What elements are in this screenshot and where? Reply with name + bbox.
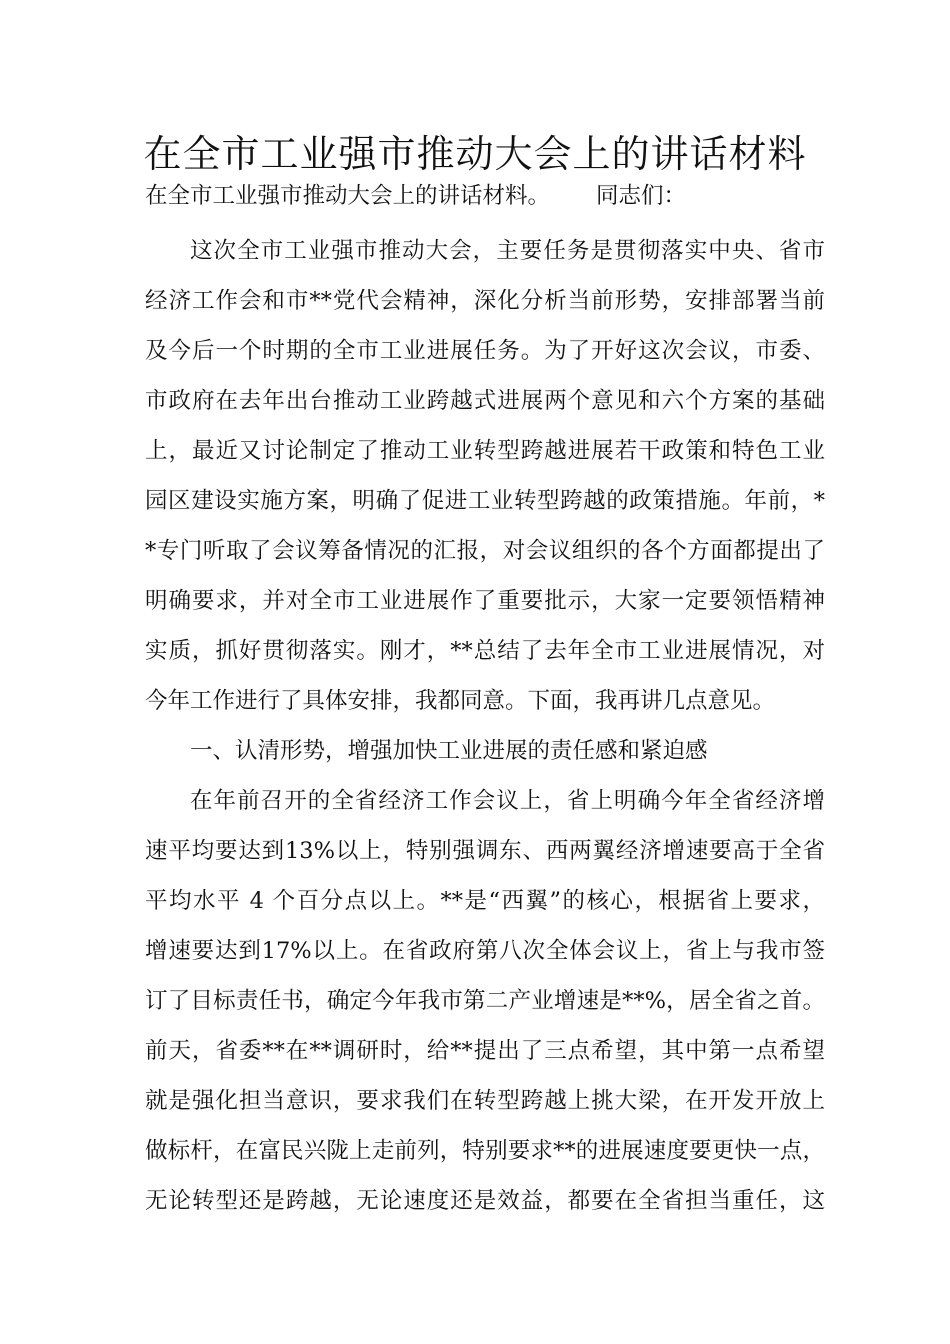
- intro-text: 在全市工业强市推动大会上的讲话材料。: [145, 183, 551, 209]
- paragraph-line: 今年工作进行了具体安排，我都同意。下面，我再讲几点意见。: [145, 688, 776, 714]
- paragraph-line: 及今后一个时期的全市工业进展任务。为了开好这次会议，市委、: [145, 338, 825, 364]
- paragraph-line: 增速要达到17%以上。在省政府第八次全体会议上，省上与我市签: [145, 938, 825, 964]
- paragraph-line: 在年前召开的全省经济工作会议上，省上明确今年全省经济增: [190, 788, 825, 814]
- paragraph-line: *专门听取了会议筹备情况的汇报，对会议组织的各个方面都提出了: [145, 538, 825, 564]
- intro-line: [145, 181, 825, 211]
- paragraph-line: 上，最近又讨论制定了推动工业转型跨越进展若干政策和特色工业: [145, 438, 825, 464]
- paragraph-line: 明确要求，并对全市工业进展作了重要批示，大家一定要领悟精神: [145, 588, 825, 614]
- section-heading: 一、认清形势，增强加快工业进展的责任感和紧迫感: [190, 738, 708, 764]
- paragraph-line: 前天，省委**在**调研时，给**提出了三点希望，其中第一点希望: [145, 1038, 825, 1064]
- paragraph-line: 做标杆，在富民兴陇上走前列，特别要求**的进展速度要更快一点，: [145, 1138, 825, 1164]
- paragraph-line: 这次全市工业强市推动大会，主要任务是贯彻落实中央、省市: [190, 238, 825, 264]
- salutation: 同志们：: [596, 183, 687, 209]
- paragraph-line: 市政府在去年出台推动工业跨越式进展两个意见和六个方案的基础: [145, 388, 825, 414]
- paragraph-line: 平均水平 4 个百分点以上。**是“西翼”的核心，根据省上要求，: [145, 888, 825, 914]
- paragraph-line: 订了目标责任书，确定今年我市第二产业增速是**%，居全省之首。: [145, 988, 825, 1014]
- paragraph-line: 无论转型还是跨越，无论速度还是效益，都要在全省担当重任，这: [145, 1188, 825, 1214]
- document-title: 在全市工业强市推动大会上的讲话材料: [143, 132, 807, 176]
- paragraph-line: 园区建设实施方案，明确了促进工业转型跨越的政策措施。年前，*: [145, 488, 825, 514]
- paragraph-line: 就是强化担当意识，要求我们在转型跨越上挑大梁，在开发开放上: [145, 1088, 825, 1114]
- paragraph-line: 速平均要达到13%以上，特别强调东、西两翼经济增速要高于全省: [145, 838, 825, 864]
- paragraph-line: 实质，抓好贯彻落实。刚才，**总结了去年全市工业进展情况，对: [145, 638, 825, 664]
- paragraph-line: 经济工作会和市**党代会精神，深化分析当前形势，安排部署当前: [145, 288, 825, 314]
